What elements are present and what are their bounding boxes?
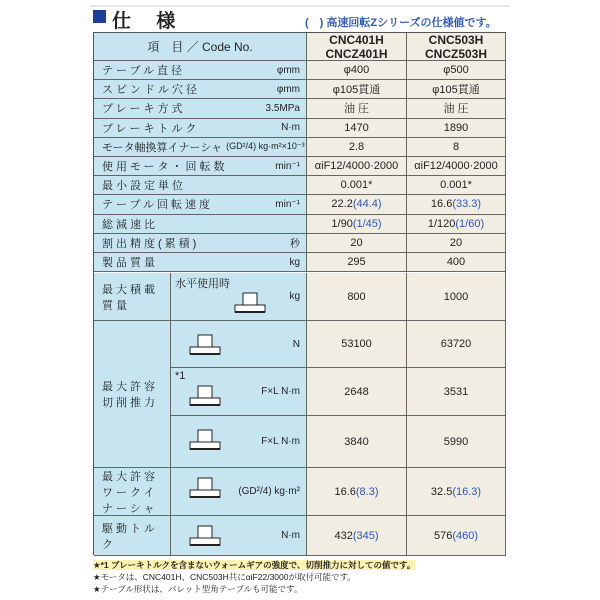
header-label-text: 項 目 ／ Code No. bbox=[147, 39, 253, 54]
row-label-text: 割出精度(累積) bbox=[102, 237, 200, 250]
value: 3531 bbox=[443, 385, 469, 398]
value: 295 bbox=[347, 256, 366, 269]
cond: 水平使用時 bbox=[175, 278, 230, 290]
value-cell bbox=[307, 273, 407, 321]
table-diagram-icon bbox=[186, 426, 226, 456]
row-label bbox=[94, 253, 307, 272]
value: 0.001* bbox=[340, 179, 373, 192]
value: 油 圧 bbox=[443, 103, 469, 116]
value: φ400 bbox=[343, 64, 370, 77]
value-cell bbox=[407, 368, 506, 416]
value-cell bbox=[407, 61, 506, 80]
row-label bbox=[94, 195, 307, 214]
value: 16.6 bbox=[334, 485, 356, 498]
value: 16.6 bbox=[430, 198, 453, 211]
row-label-text: モータ軸換算イナーシャ bbox=[102, 141, 223, 154]
value-cell bbox=[307, 468, 407, 516]
value: 1/120 bbox=[427, 217, 456, 230]
table-diagram-icon bbox=[186, 474, 226, 504]
row-label bbox=[94, 138, 307, 157]
row-label bbox=[94, 99, 307, 118]
value: φ105貫通 bbox=[432, 84, 480, 97]
row-unit: φmm bbox=[276, 83, 300, 95]
value: 576 bbox=[433, 529, 453, 542]
row-unit: N·m bbox=[281, 122, 300, 134]
table-diagram-icon bbox=[186, 331, 226, 361]
value-cell bbox=[307, 253, 407, 272]
value-cell bbox=[407, 416, 506, 468]
footnote-ref: *1 bbox=[175, 370, 186, 382]
table-diagram-icon bbox=[186, 522, 226, 552]
value: 8 bbox=[452, 140, 460, 153]
z-value: (345) bbox=[352, 529, 379, 542]
value-cell bbox=[407, 195, 506, 214]
value: 1/90 bbox=[331, 217, 353, 230]
footnote: ★テーブル形状は、パレット型角テーブルも可能です。 bbox=[93, 584, 303, 594]
inertia-label bbox=[94, 468, 171, 516]
value: 3840 bbox=[344, 435, 369, 448]
value-cell bbox=[307, 157, 407, 176]
z-value: (460) bbox=[452, 529, 479, 542]
row-unit: min⁻¹ bbox=[275, 160, 300, 172]
value: 800 bbox=[347, 290, 366, 303]
row-unit: 秒 bbox=[290, 239, 300, 251]
value-cell bbox=[307, 215, 407, 234]
value: 2.8 bbox=[348, 140, 365, 153]
row-label-text: テーブル直径 bbox=[102, 65, 186, 78]
page-title: 仕 様 bbox=[112, 11, 186, 32]
row-label-text: テーブル回転速度 bbox=[102, 199, 214, 212]
torque-label bbox=[94, 516, 171, 556]
unit: (GD²/4) kg·m² bbox=[238, 486, 300, 497]
z-value: (1/60) bbox=[455, 217, 485, 230]
value-cell bbox=[407, 80, 506, 99]
value: 400 bbox=[446, 256, 466, 269]
unit: kg bbox=[289, 291, 300, 302]
code: CNC503H bbox=[428, 32, 484, 47]
value: 432 bbox=[334, 529, 353, 542]
row-label-text: 使用モータ・回転数 bbox=[102, 161, 228, 174]
value: 32.5 bbox=[430, 485, 453, 498]
row-label bbox=[94, 157, 307, 176]
row-label-text: 最小設定単位 bbox=[102, 180, 186, 193]
table-diagram-icon bbox=[231, 289, 271, 319]
cutting-cond bbox=[171, 368, 307, 416]
value-cell bbox=[307, 321, 407, 368]
value: 20 bbox=[350, 236, 363, 249]
row-unit: kg bbox=[289, 256, 300, 268]
value: αiF12/4000·2000 bbox=[414, 160, 498, 173]
value-cell bbox=[407, 516, 506, 556]
value-cell bbox=[407, 234, 506, 253]
row-label bbox=[94, 215, 307, 234]
value-cell bbox=[307, 119, 407, 138]
value-cell bbox=[407, 157, 506, 176]
value-cell bbox=[407, 321, 506, 368]
value-cell bbox=[307, 80, 407, 99]
row-unit: min⁻¹ bbox=[275, 198, 300, 210]
max-load-cond bbox=[171, 273, 307, 321]
header-label bbox=[94, 33, 307, 61]
row-label-text: スピンドル穴径 bbox=[102, 84, 200, 97]
value-cell bbox=[407, 138, 506, 157]
row-label-text: ブレーキトルク bbox=[102, 122, 200, 135]
value-cell bbox=[407, 215, 506, 234]
value-cell bbox=[307, 234, 407, 253]
label-text: 最大許容 ワークイナーシャ bbox=[102, 470, 158, 515]
header-col2 bbox=[407, 33, 506, 61]
value: 2648 bbox=[344, 385, 369, 398]
value-cell bbox=[307, 99, 407, 118]
value-cell bbox=[407, 99, 506, 118]
row-label-text: 製品質量 bbox=[102, 257, 158, 270]
section-marker-icon bbox=[93, 10, 106, 23]
table-diagram-icon bbox=[186, 382, 226, 412]
row-unit: (GD²/4) kg·m²×10⁻³ bbox=[226, 141, 305, 152]
cutting-cond bbox=[171, 416, 307, 468]
value: 5990 bbox=[443, 435, 469, 448]
value-cell bbox=[307, 195, 407, 214]
footnote: ★モータは、CNC401H、CNC503H共にαiF22/3000が取付可能です。 bbox=[93, 572, 356, 582]
value: 63720 bbox=[440, 338, 472, 350]
z-series-note: ( ) 高速回転Zシリーズの仕様値です。 bbox=[305, 17, 497, 29]
inertia-cond bbox=[171, 468, 307, 516]
value-cell bbox=[307, 138, 407, 157]
row-label bbox=[94, 119, 307, 138]
cutting-force-label bbox=[94, 321, 171, 468]
unit: N·m bbox=[281, 530, 300, 541]
row-label bbox=[94, 176, 307, 195]
unit: F×L N·m bbox=[261, 436, 300, 447]
row-unit: φmm bbox=[276, 64, 300, 76]
value-cell bbox=[307, 368, 407, 416]
row-label bbox=[94, 234, 307, 253]
value: 22.2 bbox=[331, 198, 353, 211]
value: 53100 bbox=[341, 338, 372, 350]
z-value: (8.3) bbox=[355, 485, 379, 498]
row-label bbox=[94, 61, 307, 80]
label-text: 最大許容切削推力 bbox=[102, 381, 158, 409]
value-cell bbox=[307, 61, 407, 80]
value: 1890 bbox=[443, 121, 469, 134]
value: αiF12/4000·2000 bbox=[314, 160, 399, 173]
row-label bbox=[94, 80, 307, 99]
label-text: 最大積載 質量 bbox=[102, 283, 158, 312]
z-value: (1/45) bbox=[352, 217, 382, 230]
header-col1 bbox=[307, 33, 407, 61]
value-cell bbox=[407, 176, 506, 195]
value: φ105貫通 bbox=[332, 84, 381, 97]
max-load-label bbox=[94, 273, 171, 321]
z-value: (44.4) bbox=[352, 198, 382, 211]
value: 0.001* bbox=[440, 179, 472, 192]
value: 20 bbox=[449, 236, 463, 249]
value-cell bbox=[407, 253, 506, 272]
row-label-text: 総減速比 bbox=[102, 218, 158, 231]
unit: F×L N·m bbox=[261, 386, 300, 397]
code: CNCZ401H bbox=[325, 46, 388, 61]
code: CNCZ503H bbox=[424, 46, 487, 61]
code: CNC401H bbox=[329, 32, 384, 47]
value-cell bbox=[407, 119, 506, 138]
value: 1470 bbox=[344, 121, 369, 134]
footnote: ★*1 ブレーキトルクを含まないウォームギアの強度で、切削推力に対しての値です。 bbox=[93, 560, 416, 570]
row-unit: 3.5MPa bbox=[265, 102, 300, 114]
value: φ500 bbox=[443, 64, 469, 77]
value-cell bbox=[307, 416, 407, 468]
label-text: 駆動トルク bbox=[102, 522, 158, 551]
unit: N bbox=[292, 338, 300, 350]
value-cell bbox=[407, 273, 506, 321]
cutting-cond bbox=[171, 321, 307, 368]
z-value: (16.3) bbox=[452, 485, 482, 498]
row-label-text: ブレーキ方式 bbox=[102, 103, 186, 116]
value-cell bbox=[407, 468, 506, 516]
footnotes bbox=[93, 559, 415, 595]
value: 1000 bbox=[443, 290, 469, 303]
value-cell bbox=[307, 516, 407, 556]
z-value: (33.3) bbox=[452, 198, 482, 211]
value: 油 圧 bbox=[343, 103, 370, 116]
spec-table bbox=[93, 32, 506, 555]
value-cell bbox=[307, 176, 407, 195]
torque-cond bbox=[171, 516, 307, 556]
